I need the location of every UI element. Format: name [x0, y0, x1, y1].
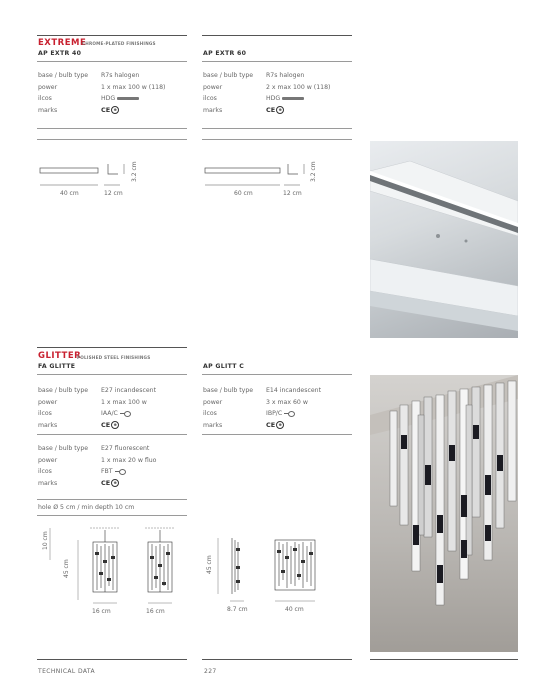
- spec-value: E27 incandescent: [101, 387, 157, 394]
- spec-label: power: [38, 83, 58, 91]
- ilcos-code: IBP/C: [266, 410, 283, 418]
- spec-label: marks: [38, 106, 58, 114]
- spec-label: base / bulb type: [38, 72, 89, 79]
- spec-value: R7s halogen: [266, 72, 305, 79]
- spec-value: 1 x max 100 w: [101, 398, 147, 406]
- glitter-lamp-illustration: [370, 375, 518, 652]
- dim-depth: 8.7 cm: [227, 606, 248, 613]
- spec-label: base / bulb type: [203, 387, 254, 394]
- dim-height: 3.2 cm: [310, 161, 317, 182]
- extreme-finish: CHROME-PLATED FINISHINGS: [82, 41, 156, 46]
- spec-value: 1 x max 20 w fluo: [101, 456, 157, 464]
- install-note: hole Ø 5 cm / min depth 10 cm: [38, 504, 135, 511]
- glitter-model-1: FA GLITTE: [38, 363, 76, 370]
- footer-rule-middle: [202, 659, 352, 660]
- dim-depth: 12 cm: [283, 190, 302, 197]
- spec-label: ilcos: [203, 95, 217, 103]
- spec-value: 1 x max 100 w (118): [101, 83, 166, 91]
- spec-label: marks: [38, 421, 58, 429]
- dim-height: 45 cm: [206, 555, 213, 574]
- spec-value: E27 fluorescent: [101, 445, 150, 452]
- spec-label: ilcos: [38, 95, 52, 103]
- spec-value: E14 incandescent: [266, 387, 322, 394]
- safety-mark-icon: ⊕: [276, 421, 284, 429]
- dim-width: 40 cm: [285, 606, 304, 613]
- footer-rule-left: [37, 659, 187, 660]
- dim-width: 16 cm: [146, 608, 165, 615]
- safety-mark-icon: ⊕: [111, 479, 119, 487]
- spec-label: ilcos: [38, 468, 52, 476]
- extreme-model-2: AP EXTR 60: [203, 50, 247, 57]
- dim-length: 40 cm: [60, 190, 79, 197]
- safety-mark-icon: ⊕: [276, 106, 284, 114]
- footer-section-title: TECHNICAL DATA: [38, 668, 96, 675]
- extreme-brand: EXTREME: [38, 38, 87, 48]
- spec-label: power: [203, 83, 223, 91]
- safety-mark-icon: ⊕: [111, 421, 119, 429]
- ce-mark-icon: CE ⊕: [101, 420, 119, 432]
- spec-label: power: [38, 456, 58, 464]
- spec-value: R7s halogen: [101, 72, 140, 79]
- spec-label: base / bulb type: [203, 72, 254, 79]
- spec-label: base / bulb type: [38, 387, 89, 394]
- dim-depth: 12 cm: [104, 190, 123, 197]
- spec-label: marks: [203, 421, 223, 429]
- dim-height: 45 cm: [63, 559, 70, 578]
- ce-mark-icon: CE ⊕: [266, 420, 284, 432]
- ce-mark-icon: CE ⊕: [101, 105, 119, 117]
- spec-label: marks: [38, 479, 58, 487]
- footer-rule-right: [370, 659, 518, 660]
- ilcos-code: HDG: [266, 95, 281, 103]
- glitter-product-photo: [370, 375, 518, 652]
- dim-width: 16 cm: [92, 608, 111, 615]
- ilcos-code: HDG: [101, 95, 116, 103]
- glitter-model-2: AP GLITT C: [203, 363, 245, 370]
- safety-mark-icon: ⊕: [111, 106, 119, 114]
- page-number: 227: [204, 668, 217, 675]
- spec-label: power: [203, 398, 223, 406]
- spec-label: marks: [203, 106, 223, 114]
- glitter-brand: GLITTER: [38, 351, 82, 361]
- spec-label: base / bulb type: [38, 445, 89, 452]
- glitter-finish: POLISHED STEEL FINISHINGS: [77, 355, 151, 360]
- spec-value: 2 x max 100 w (118): [266, 83, 331, 91]
- dim-height: 3.2 cm: [131, 161, 138, 182]
- spec-label: power: [38, 398, 58, 406]
- ilcos-code: IAA/C: [101, 410, 118, 418]
- dim-length: 60 cm: [234, 190, 253, 197]
- ce-mark-icon: CE ⊕: [101, 478, 119, 490]
- spec-label: ilcos: [38, 410, 52, 418]
- spec-label: ilcos: [203, 410, 217, 418]
- spec-value: 3 x max 60 w: [266, 398, 308, 406]
- ilcos-code: FBT: [101, 468, 113, 476]
- ce-mark-icon: CE ⊕: [266, 105, 284, 117]
- dim-canopy: 10 cm: [42, 531, 49, 550]
- extreme-model-1: AP EXTR 40: [38, 50, 82, 57]
